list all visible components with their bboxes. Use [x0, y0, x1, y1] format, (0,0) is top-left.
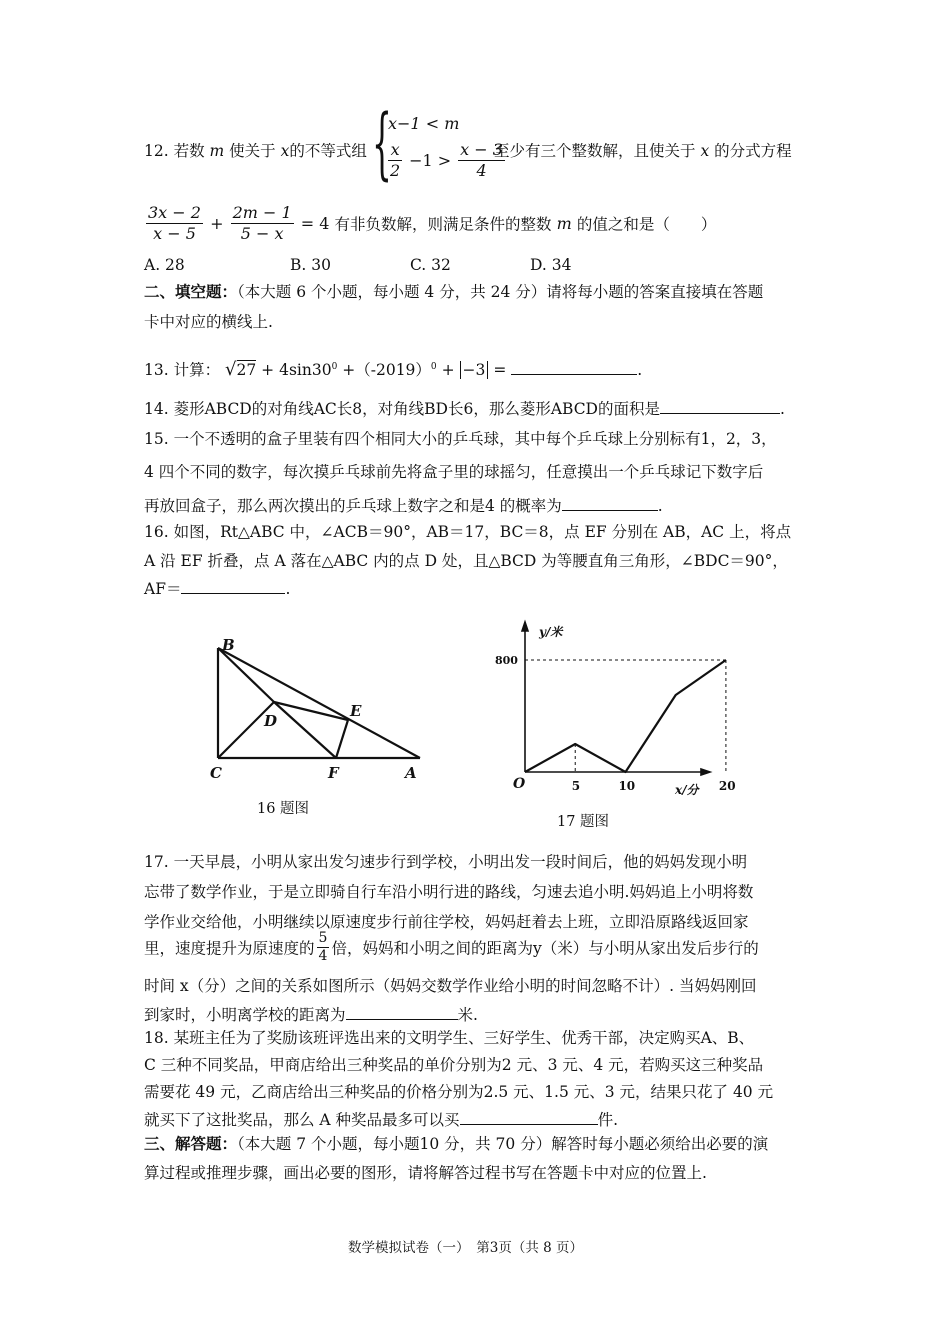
q13-eq: = — [493, 361, 507, 380]
q13-end: . — [637, 361, 643, 380]
q12-option-d: D. 34 — [530, 256, 572, 274]
q12-mid1: 使关于 — [229, 142, 276, 160]
fig16-caption: 16 题图 — [257, 801, 310, 817]
q15-answer-blank[interactable] — [562, 494, 658, 511]
q14: 14. 菱形ABCD的对角线AC长8，对角线BD长6，那么菱形ABCD的面积是 . — [144, 397, 785, 419]
q17-line6b: 米. — [457, 1006, 478, 1024]
q17-line4b: 倍，妈妈和小明之间的距离为y（米）与小明从家出发后步行的 — [331, 939, 759, 958]
fig16-label-f: F — [328, 764, 339, 782]
q12-var-x2: x — [700, 142, 710, 160]
q17-line4 — [144, 930, 759, 965]
q17-line5: 时间 x（分）之间的关系如图所示（妈妈交数学作业给小明的时间忽略不计）. 当妈妈刚回 — [144, 977, 757, 995]
section2-header — [144, 282, 763, 302]
q15-line3-text: 再放回盒子，那么两次摸出的乒乓球上数字之和是4 的概率为 — [144, 497, 562, 515]
q12-brace: { — [372, 99, 392, 189]
q18-line4 — [144, 1108, 618, 1130]
q13-answer-blank[interactable] — [511, 358, 637, 375]
section2-title: 二、填空题： — [144, 282, 238, 301]
q17-line2: 忘带了数学作业，于是立即骑自行车沿小明行进的路线，匀速去追小明.妈妈追上小明将数 — [144, 883, 754, 901]
q13-plus: + — [441, 361, 455, 380]
q12-s2-lden: 2 — [390, 161, 401, 180]
figure-17-chart — [495, 618, 736, 803]
q12-system-line2 — [386, 140, 507, 181]
q13 — [144, 357, 642, 380]
fig16-seg-cd — [218, 702, 274, 758]
fig17-y-arrow — [522, 622, 528, 631]
q12-system-line1: x−1 < m — [388, 114, 460, 133]
fig16-label-e: E — [350, 702, 362, 720]
fig17-origin: O — [513, 776, 526, 792]
q17-line4a: 里，速度提升为原速度的 — [144, 939, 315, 958]
fig17-ylabel: y/米 — [539, 625, 563, 639]
q12-option-a: A. 28 — [144, 256, 185, 274]
q12-line1 — [144, 141, 367, 161]
q12-equation — [144, 203, 716, 244]
fig16-seg-ef — [336, 720, 348, 758]
q18-end: 件. — [597, 1111, 618, 1129]
q16-line1: 16. 如图，Rt△ABC 中，∠ACB＝90°，AB＝17，BC＝8，点 EF 分别在 AB，AC 上，将点 — [144, 523, 792, 541]
q18-line1: 18. 某班主任为了奖励该班评选出来的文明学生、三好学生、优秀干部，决定购买A、B、 — [144, 1029, 755, 1047]
sqrt-icon: √ — [225, 359, 237, 381]
section2-line1: （本大题 6 个小题，每小题 4 分，共 24 分）请将每小题的答案直接填在答题 — [237, 283, 764, 301]
q18-answer-blank[interactable] — [460, 1108, 598, 1125]
q12-eq-f1-den: x − 5 — [153, 224, 196, 243]
fig17-caption: 17 题图 — [557, 814, 610, 830]
fig16-label-b: B — [222, 636, 235, 654]
q12-s2-mid: −1 > — [409, 151, 452, 170]
q17-line6a: 到家时，小明离学校的距离为 — [144, 1006, 346, 1024]
q18-line3: 需要花 49 元，乙商店给出三种奖品的价格分别为2.5 元、1.5 元、3 元，结果只花了 40 元 — [144, 1083, 774, 1101]
q12-eq-tail: 有非负数解，则满足条件的整数 — [334, 215, 552, 234]
q12-suffix2: 的分式方程 — [714, 142, 792, 160]
fig17-series-line — [525, 660, 726, 772]
fig17-ytick-800: 800 — [495, 654, 518, 667]
fig16-label-d: D — [264, 712, 278, 730]
q12-s2-rnum: x − 3 — [460, 140, 503, 159]
q13-prefix: 13. 计算： — [144, 361, 221, 380]
section2-line2: 卡中对应的横线上. — [144, 313, 273, 331]
q12-suffix: 至少有三个整数解，且使关于 — [494, 142, 696, 160]
q14-answer-blank[interactable] — [660, 397, 780, 414]
q12-var-m: m — [209, 142, 225, 160]
page-footer: 数学模拟试卷（一） 第3页（共 8 页） — [348, 1240, 584, 1256]
q13-deg: 0 — [331, 362, 338, 372]
q12-s2-lnum: x — [388, 140, 402, 161]
q12-eq-f2-den: 5 − x — [240, 224, 284, 243]
q13-abs: −3 — [460, 361, 489, 379]
q15-line1: 15. 一个不透明的盒子里装有四个相同大小的乒乓球，其中每个乒乓球上分别标有1，2，3， — [144, 430, 777, 448]
fig17-x-arrow — [701, 769, 710, 775]
fig17-xtick-20: 20 — [718, 779, 736, 793]
q12-eq-f2-num: 2m − 1 — [232, 203, 292, 222]
q17-line3: 学作业交给他，小明继续以原速度步行前往学校，妈妈赶着去上班，立即沿原路线返回家 — [144, 913, 749, 931]
section3-line2: 算过程或推理步骤，画出必要的图形，请将解答过程书写在答题卡中对应的位置上. — [144, 1164, 707, 1182]
q12-option-b: B. 30 — [290, 256, 331, 274]
q12-prefix: 12. 若数 — [144, 142, 205, 160]
fig17-xtick-5: 5 — [571, 779, 581, 793]
q13-power-base: +（-2019） — [342, 361, 431, 380]
q12-eq-var-m: m — [556, 214, 572, 233]
q18-line4-text: 就买下了这批奖品，那么 A 种奖品最多可以买 — [144, 1111, 460, 1129]
q18-line2: C 三种不同奖品，甲商店给出三种奖品的单价分别为2 元、3 元、4 元，若购买这三种奖品 — [144, 1056, 764, 1074]
q16-line2: A 沿 EF 折叠，点 A 落在△ABC 内的点 D 处，且△BCD 为等腰直角三角形，∠BDC＝90°， — [144, 552, 788, 570]
q17-frac-den: 4 — [318, 948, 328, 964]
q13-pow: 0 — [430, 362, 437, 372]
q15-line2: 4 四个不同的数字，每次摸乒乓球前先将盒子里的球摇匀，任意摸出一个乒乓球记下数字后 — [144, 463, 764, 481]
q12-eq-tail2: 的值之和是（ ） — [576, 215, 717, 234]
q16-answer-blank[interactable] — [181, 577, 285, 594]
figure-16 — [200, 630, 440, 790]
fig16-label-c: C — [210, 764, 222, 782]
fig17-xlabel: x/分 — [675, 783, 699, 797]
q17-frac-num: 5 — [318, 930, 328, 946]
fig16-label-a: A — [405, 764, 417, 782]
fig17-xtick-10: 10 — [618, 779, 636, 793]
q17-line6 — [144, 1003, 478, 1025]
q16-line3: AF＝ . — [144, 577, 290, 599]
q13-sqrt: 27 — [236, 361, 257, 380]
q12-eq-rhs: = 4 — [300, 214, 330, 233]
q13-sin: + 4sin30 — [261, 361, 332, 380]
q14-text: 14. 菱形ABCD的对角线AC长8，对角线BD长6，那么菱形ABCD的面积是 — [144, 400, 660, 418]
q12-var-x: x — [280, 142, 290, 160]
section3-title: 三、解答题： — [144, 1134, 238, 1153]
q17-line1: 17. 一天早晨，小明从家出发匀速步行到学校，小明出发一段时间后，他的妈妈发现小明 — [144, 853, 748, 871]
q12-mid2: 的不等式组 — [289, 142, 367, 160]
q15-line3: 再放回盒子，那么两次摸出的乒乓球上数字之和是4 的概率为 . — [144, 494, 663, 516]
q12-option-c: C. 32 — [410, 256, 451, 274]
q17-answer-blank[interactable] — [346, 1003, 458, 1020]
section3-line1: （本大题 7 个小题，每小题10 分，共 70 分）解答时每小题必须给出必要的演 — [237, 1135, 769, 1153]
q16-line3-text: AF＝ — [144, 580, 182, 598]
q12-line1-tail — [494, 141, 792, 161]
section3-header — [144, 1134, 768, 1154]
q12-eq-plus: + — [210, 214, 224, 233]
q12-eq-f1-num: 3x − 2 — [148, 203, 201, 222]
q12-s2-rden: 4 — [476, 161, 487, 180]
